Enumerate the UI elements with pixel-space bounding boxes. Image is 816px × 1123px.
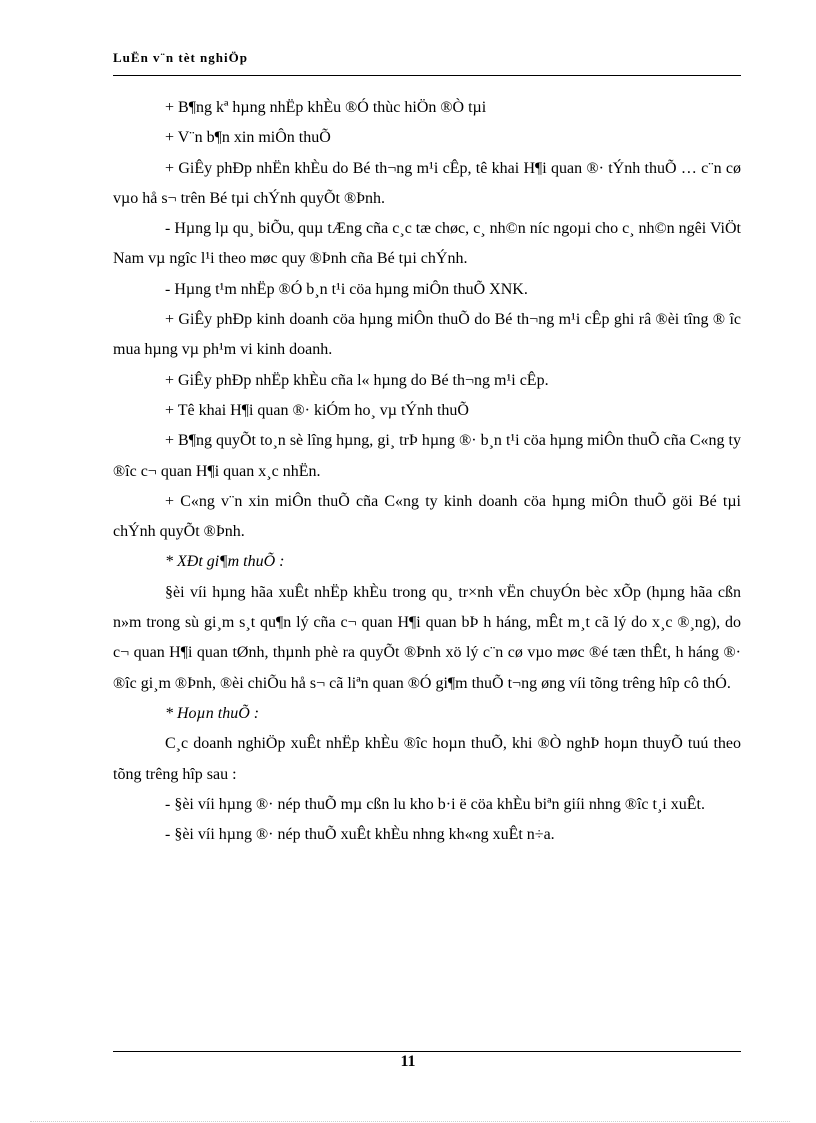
page-edge-divider <box>30 1121 790 1122</box>
paragraph: + V¨n b¶n xin miÔn thuÕ <box>165 129 331 147</box>
section-heading-text: * Hoµn thuÕ : <box>165 704 260 722</box>
paragraph: + C«ng v¨n xin miÔn thuÕ cña C«ng ty kinh doanh cöa hµng miÔn thuÕ göi Bé tµi chÝnh quyÕt ®Þnh. <box>113 492 741 541</box>
page-number: 11 <box>400 1053 416 1070</box>
paragraph: §èi víi hµng hãa xuÊt nhËp khÈu trong qu¸ tr×nh vËn chuyÓn bèc xÕp (hµng hãa cßn n»m trong sù gi¸m s¸t qu¶n lý cña c¬ quan H¶i quan bÞ h háng, mÊt m¸t cã lý do x¸c ®¸ng), do c¬ quan H¶i quan tØnh, thµnh phè ra quyÕt ®Þnh xö lý c¨n cø vµo møc ®é tæn thÊt, h háng ®· ®îc gi¸m ®Þnh, ®èi chiÕu hå s¬ cã liªn quan ®Ó gi¶m thuÕ t¬ng øng víi tõng trêng hîp cô thÓ. <box>113 583 741 692</box>
paragraph: - Hµng t¹m nhËp ®Ó b¸n t¹i cöa hµng miÔn thuÕ XNK. <box>165 280 528 298</box>
paragraph: + B¶ng kª hµng nhËp khÈu ®Ó thùc hiÖn ®Ò tµi <box>165 99 487 116</box>
paragraph: + GiÊy phÐp nhËn khÈu do Bé th¬ng m¹i cÊp, tê khai H¶i quan ®· tÝnh thuÕ … c¨n cø vµo hå s¬ trên Bé tµi chÝnh quyÕt ®Þnh. <box>113 159 741 207</box>
paragraph: + Tê khai H¶i quan ®· kiÓm ho¸ vµ tÝnh thuÕ <box>165 401 469 419</box>
paragraph: - §èi víi hµng ®· nép thuÕ xuÊt khÈu nhng kh«ng xuÊt n÷a. <box>165 826 555 844</box>
page-body <box>113 93 741 850</box>
paragraph: - §èi víi hµng ®· nép thuÕ mµ cßn lu kho b·i ë cöa khÈu biªn giíi nhng ®îc t¸i xuÊt. <box>165 795 705 813</box>
section-heading-tax-refund <box>113 699 741 729</box>
paragraph: + GiÊy phÐp kinh doanh cöa hµng miÔn thuÕ do Bé th¬ng m¹i cÊp ghi râ ®èi tîng ® îc mua hµng vµ ph¹m vi kinh doanh. <box>113 311 741 359</box>
paragraph: + B¶ng quyÕt to¸n sè lîng hµng, gi¸ trÞ hµng ®· b¸n t¹i cöa hµng miÔn thuÕ cña C«ng ty ®îc c¬ quan H¶i quan x¸c nhËn. <box>113 432 741 480</box>
section-heading-text: * XÐt gi¶m thuÕ : <box>165 553 285 571</box>
header-rule <box>113 75 741 76</box>
paragraph: C¸c doanh nghiÖp xuÊt nhËp khÈu ®îc hoµn thuÕ, khi ®Ò nghÞ hoµn thuyÕ tuú theo tõng trêng hîp sau : <box>113 735 741 783</box>
paragraph: + GiÊy phÐp nhËp khÈu cña l« hµng do Bé th¬ng m¹i cÊp. <box>165 371 549 389</box>
footer-rule <box>113 1051 741 1052</box>
paragraph: - Hµng lµ qu¸ biÕu, quµ tÆng cña c¸c tæ chøc, c¸ nh©n níc ngoµi cho c¸ nh©n ngêi ViÖt Nam vµ ngîc l¹i theo møc quy ®Þnh cña Bé tµi chÝnh. <box>113 220 741 268</box>
section-heading-tax-reduction <box>113 547 741 577</box>
document-header: LuËn v¨n tèt nghiÖp <box>113 50 248 65</box>
